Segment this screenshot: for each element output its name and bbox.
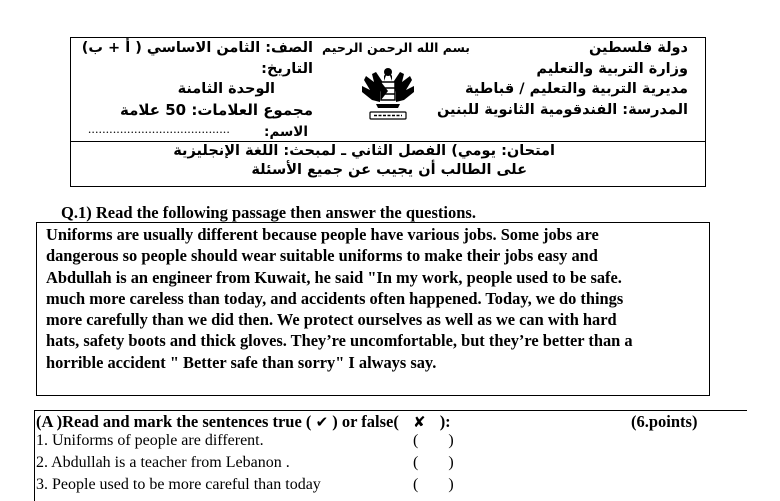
directorate-name: مديرية التربية والتعليم / قباطية xyxy=(464,81,688,97)
reading-passage xyxy=(46,224,706,373)
part-a-points: (6.points) xyxy=(631,412,698,431)
statement-3: 3. People used to be more careful than today xyxy=(36,476,321,493)
name-dots: ........................................ xyxy=(88,121,230,136)
answer-blank-3[interactable] xyxy=(413,476,454,494)
paren-open: ( xyxy=(413,476,419,493)
header-left-column xyxy=(82,38,313,120)
passage-line: much more careless than today, and accidents often happened. Today, we do things xyxy=(46,288,624,308)
cross-mark-icon: ✘ xyxy=(412,413,426,431)
answer-blank-1[interactable] xyxy=(413,432,454,450)
exam-instruction: على الطالب أن يجيب عن جميع الأسئلة xyxy=(251,162,527,178)
exam-title: امتحان: يومي) الفصل الثاني ـ لمبحث: اللغة الإنجليزية xyxy=(173,143,555,159)
question-1-title: Q.1) Read the following passage then answer the questions. xyxy=(61,203,476,222)
palestine-eagle-emblem-icon xyxy=(354,62,422,126)
answer-blank-2[interactable] xyxy=(413,454,454,472)
part-a-heading-end: ): xyxy=(439,412,451,431)
paren-open: ( xyxy=(413,432,419,449)
statement-2: 2. Abdullah is a teacher from Lebanon . xyxy=(36,454,290,471)
part-a-heading-start: (A )Read and mark the sentences true ( xyxy=(36,412,312,431)
passage-line: Uniforms are usually different because people have various jobs. Some jobs are xyxy=(46,225,599,244)
part-a-heading xyxy=(36,412,451,432)
passage-line: horrible accident " Better safe than sorry" I always say. xyxy=(46,352,437,372)
passage-line: more carefully than we did then. We protect ourselves as well as we can with hard xyxy=(46,310,617,330)
check-mark-icon: ✔ xyxy=(315,413,329,431)
school-name: المدرسة: الفندقومية الثانوية للبنين xyxy=(437,101,688,118)
passage-line: dangerous so people should wear suitable uniforms to make their jobs easy and xyxy=(46,246,598,266)
header-right-column xyxy=(437,38,688,120)
passage-line: Abdullah is an engineer from Kuwait, he said "In my work, people used to be safe. xyxy=(46,267,622,287)
paren-close: ) xyxy=(448,476,454,493)
unit-label: الوحدة الثامنة xyxy=(177,81,275,97)
statement-1: 1. Uniforms of people are different. xyxy=(36,432,264,449)
paren-close: ) xyxy=(448,432,454,449)
grade-label: الصف: الثامن الاساسي ( أ + ب) xyxy=(81,40,313,56)
paren-open: ( xyxy=(413,454,419,471)
ministry-name: وزارة التربية والتعليم xyxy=(536,60,688,77)
paren-close: ) xyxy=(448,454,454,471)
total-marks: مجموع العلامات: 50 علامة xyxy=(120,100,313,119)
date-label: التاريخ: xyxy=(261,60,313,77)
passage-line: hats, safety boots and thick gloves. They’re uncomfortable, but they’re better than a xyxy=(46,331,633,351)
part-a-heading-mid: ) or false( xyxy=(332,412,399,431)
name-label: الاسم: xyxy=(264,124,308,140)
state-name: دولة فلسطين xyxy=(588,40,688,56)
basmala: بسم الله الرحمن الرحيم xyxy=(322,40,470,55)
